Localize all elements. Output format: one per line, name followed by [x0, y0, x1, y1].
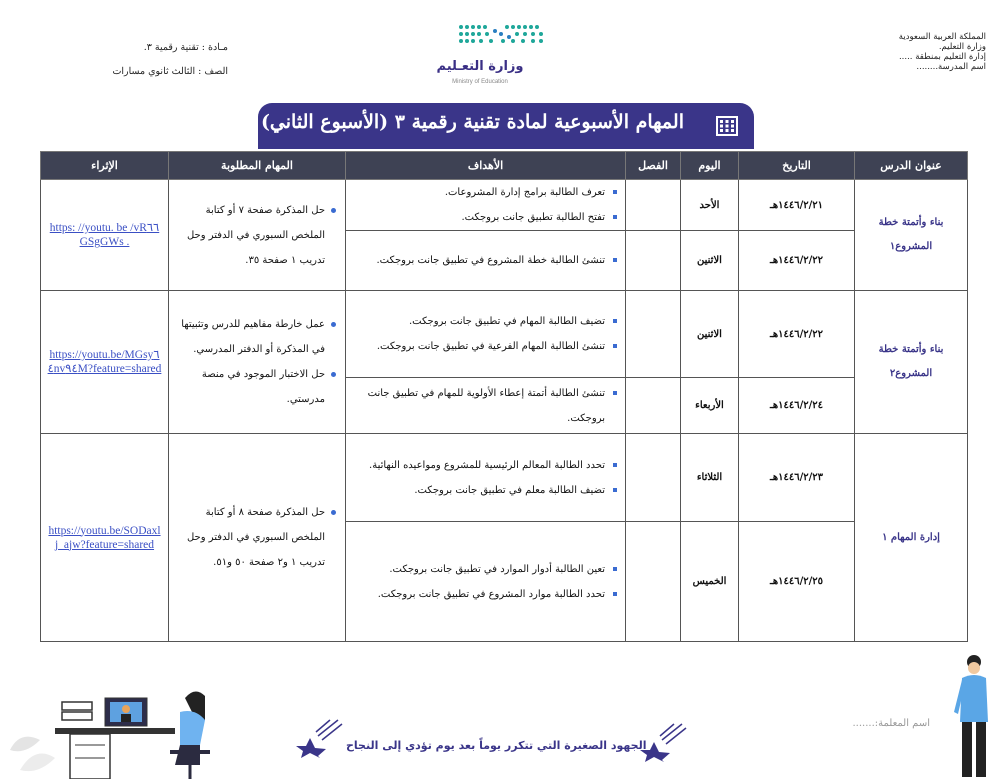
- lesson-title: بناء وأتمتة خطة المشروع٢: [855, 291, 968, 434]
- goal-item: تفتح الطالبة تطبيق جانت بروجكت.: [352, 205, 605, 230]
- table-row: [41, 434, 968, 522]
- header-tasks: المهام المطلوبة: [169, 152, 346, 180]
- day-cell: الاثنين: [681, 291, 739, 378]
- enrichment-cell: [41, 434, 169, 642]
- goal-item: تنشئ الطالبة أتمتة إعطاء الأولوية للمهام في تطبيق جانت بروجكت.: [352, 381, 605, 431]
- goal-item: تحدد الطالبة موارد المشروع في تطبيق جانت بروجكت.: [352, 582, 605, 607]
- subject-info: [88, 36, 228, 84]
- subject-line: مـادة : تقنية رقمية ٣.: [143, 42, 228, 53]
- day-cell: الأربعاء: [681, 378, 739, 434]
- page-title: المهام الأسبوعية لمادة تقنية رقمية ٣ (الأسبوع الثاني): [260, 111, 684, 133]
- goal-item: تعين الطالبة أدوار الموارد في تطبيق جانت بروجكت.: [352, 557, 605, 582]
- day-cell: الأحد: [681, 180, 739, 231]
- goal-item: تحدد الطالبة المعالم الرئيسية للمشروع ومواعيده النهائية.: [352, 453, 605, 478]
- title-banner: [258, 103, 754, 149]
- goal-item: تضيف الطالبة معلم في تطبيق جانت بروجكت.: [352, 478, 605, 503]
- day-cell: الاثنين: [681, 231, 739, 291]
- date-cell: ١٤٤٦/٢/٢٢هـ: [739, 291, 855, 378]
- goal-item: تنشئ الطالبة المهام الفرعية في تطبيق جانت بروجكت.: [352, 334, 605, 359]
- date-cell: ١٤٤٦/٢/٢٢هـ: [739, 231, 855, 291]
- star-icon: [640, 722, 688, 762]
- desk-illustration-icon: [0, 690, 250, 779]
- grade-line: الصف : الثالث ثانوي مسارات: [112, 66, 228, 77]
- date-cell: ١٤٤٦/٢/٢١هـ: [739, 180, 855, 231]
- class-cell: [626, 434, 681, 522]
- logo-arabic-text: وزارة التعـليم: [436, 59, 524, 74]
- goals-cell: [346, 180, 626, 231]
- date-cell: ١٤٤٦/٢/٢٥هـ: [739, 522, 855, 642]
- school-info: [776, 32, 986, 72]
- standing-person-icon: [948, 652, 1000, 779]
- class-cell: [626, 291, 681, 378]
- goal-item: تضيف الطالبة المهام في تطبيق جانت بروجكت.: [352, 309, 605, 334]
- enrichment-link[interactable]: https: //youtu. be /vR٦٦GSgGWs .: [49, 222, 160, 248]
- task-item: حل المذكرة صفحة ٧ أو كتابة الملخص السبوري في الدفتر وحل تدريب ١ صفحة ٣٥.: [175, 198, 325, 273]
- day-cell: الثلاثاء: [681, 434, 739, 522]
- date-cell: ١٤٤٦/٢/٢٤هـ: [739, 378, 855, 434]
- teacher-name-field: اسم المعلمة:.......: [852, 718, 930, 729]
- class-cell: [626, 378, 681, 434]
- school-line: اسم المدرسة........: [916, 62, 986, 72]
- class-cell: [626, 180, 681, 231]
- lesson-title: بناء وأتمتة خطة المشروع١: [855, 180, 968, 291]
- calendar-grid-icon: [716, 116, 738, 136]
- task-item: حل المذكرة صفحة ٨ أو كتابة الملخص السبوري في الدفتر وحل تدريب ١ و٢ صفحة ٥٠ و٥١.: [175, 500, 325, 575]
- tasks-cell: [169, 291, 346, 434]
- header-lesson-title: عنوان الدرس: [855, 152, 968, 180]
- tasks-cell: [169, 434, 346, 642]
- goals-cell: [346, 378, 626, 434]
- tasks-cell: [169, 180, 346, 291]
- enrichment-cell: [41, 291, 169, 434]
- date-cell: ١٤٤٦/٢/٢٣هـ: [739, 434, 855, 522]
- ministry-logo: [410, 20, 560, 92]
- header-day: اليوم: [681, 152, 739, 180]
- star-icon: [296, 718, 344, 758]
- table-row: [41, 291, 968, 378]
- goals-cell: [346, 231, 626, 291]
- region-line: إدارة التعليم بمنطقة .....: [898, 52, 986, 62]
- day-cell: الخميس: [681, 522, 739, 642]
- table-header-row: [41, 152, 968, 180]
- task-item: عمل خارطة مفاهيم للدرس وتثبيتها في المذكرة أو الدفتر المدرسي.: [175, 312, 325, 362]
- enrichment-cell: [41, 180, 169, 291]
- ministry-line: وزارة التعليم.: [938, 42, 986, 52]
- header-date: التاريخ: [739, 152, 855, 180]
- class-cell: [626, 522, 681, 642]
- logo-english-text: Ministry of Education: [452, 79, 508, 85]
- class-cell: [626, 231, 681, 291]
- enrichment-link[interactable]: https://youtu.be/MGsy٦٤nv٩٤M?feature=shared: [47, 349, 162, 375]
- goals-cell: [346, 434, 626, 522]
- goals-cell: [346, 291, 626, 378]
- enrichment-link[interactable]: https://youtu.be/SODaxlj_ajw?feature=shared: [48, 524, 161, 551]
- table-row: [41, 180, 968, 231]
- goal-item: تعرف الطالبة برامج إدارة المشروعات.: [352, 180, 605, 205]
- logo-dots-icon: [457, 23, 547, 47]
- header-enrichment: الإثراء: [41, 152, 169, 180]
- lesson-title: إدارة المهام ١: [855, 434, 968, 642]
- motivational-quote: الجهود الصغيرة التي تتكرر يوماً بعد يوم تؤدي إلى النجاح: [346, 739, 647, 752]
- weekly-tasks-table: [40, 151, 968, 642]
- header-goals: الأهداف: [346, 152, 626, 180]
- header-class: الفصل: [626, 152, 681, 180]
- goals-cell: [346, 522, 626, 642]
- country-line: المملكة العربية السعودية: [898, 32, 986, 42]
- task-item: حل الاختبار الموجود في منصة مدرستي.: [175, 362, 325, 412]
- goal-item: تنشئ الطالبة خطة المشروع في تطبيق جانت بروجكت.: [352, 248, 605, 273]
